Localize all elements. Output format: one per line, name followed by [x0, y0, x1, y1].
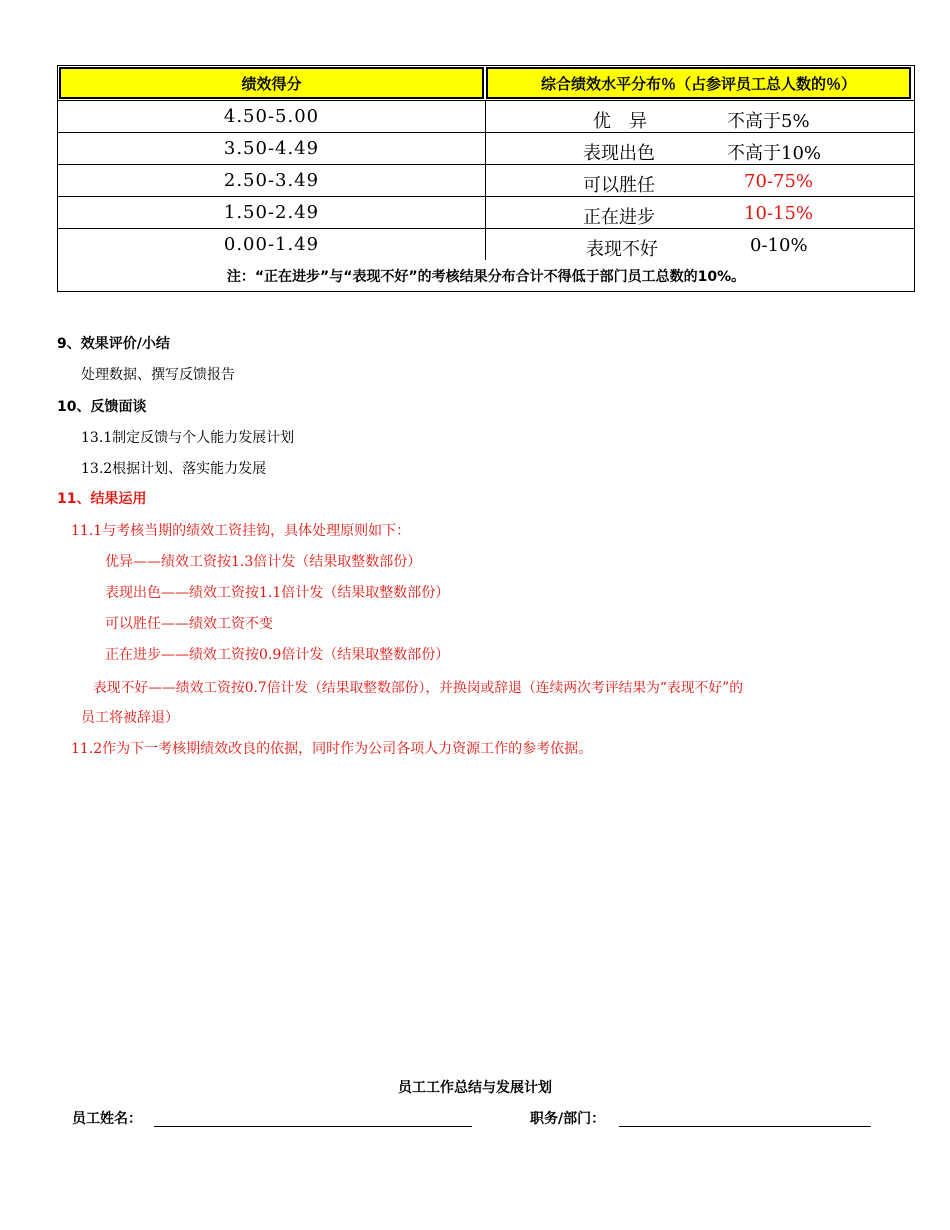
section-11-title: 11、结果运用	[57, 491, 147, 507]
header-distribution: 综合绩效水平分布％（占参评员工总人数的％）	[486, 67, 911, 99]
table-row	[58, 101, 914, 133]
distribution-percent: 10-15%	[744, 203, 813, 224]
section-11-rule-5: 表现不好——绩效工资按0.7倍计发（结果取整数部份），并换岗或辞退（连续两次考评结果为“表现不好”的	[93, 680, 744, 696]
score-range: 2.50-3.49	[58, 165, 486, 196]
table-note: 注：“正在进步”与“表现不好”的考核结果分布合计不得低于部门员工总数的10%。	[226, 268, 746, 285]
table-row	[58, 197, 914, 229]
section-11-rule-1: 优异——绩效工资按1.3倍计发（结果取整数部份）	[105, 554, 422, 570]
section-9-text: 处理数据、撰写反馈报告	[81, 367, 235, 383]
performance-level: 表现不好	[586, 239, 658, 260]
section-11-rule-2: 表现出色——绩效工资按1.1倍计发（结果取整数部份）	[105, 585, 450, 601]
section-11-rule-4: 正在进步——绩效工资按0.9倍计发（结果取整数部份）	[105, 647, 450, 663]
distribution-cell	[486, 229, 914, 260]
score-range: 1.50-2.49	[58, 197, 486, 228]
section-11-item-1: 11.1与考核当期的绩效工资挂钩，具体处理原则如下：	[71, 523, 411, 539]
header-score: 绩效得分	[59, 67, 484, 99]
section-10-item-1: 13.1制定反馈与个人能力发展计划	[81, 430, 295, 446]
section-11-rule-5-continued: 员工将被辞退）	[81, 710, 179, 726]
distribution-cell	[486, 101, 914, 132]
distribution-percent: 不高于5%	[727, 111, 810, 132]
performance-level: 正在进步	[583, 207, 655, 228]
distribution-percent: 70-75%	[744, 171, 813, 192]
distribution-cell	[486, 133, 914, 164]
table-row	[58, 229, 914, 260]
section-10-title: 10、反馈面谈	[57, 399, 147, 415]
performance-level: 表现出色	[583, 143, 655, 164]
table-header-row	[58, 66, 914, 101]
performance-level: 可以胜任	[583, 175, 655, 196]
position-department-label: 职务/部门：	[530, 1111, 606, 1127]
table-row	[58, 165, 914, 197]
score-range: 0.00-1.49	[58, 229, 486, 260]
position-department-field[interactable]	[619, 1126, 871, 1127]
distribution-cell	[486, 165, 914, 196]
section-10-item-2: 13.2根据计划、落实能力发展	[81, 461, 267, 477]
form-title: 员工工作总结与发展计划	[398, 1080, 552, 1096]
section-11-item-2: 11.2作为下一考核期绩效改良的依据，同时作为公司各项人力资源工作的参考依据。	[71, 741, 593, 757]
score-range: 3.50-4.49	[58, 133, 486, 164]
section-11-rule-3: 可以胜任——绩效工资不变	[105, 616, 273, 632]
employee-name-label: 员工姓名：	[72, 1111, 142, 1127]
section-9-title: 9、效果评价/小结	[57, 336, 170, 352]
employee-name-field[interactable]	[154, 1126, 472, 1127]
performance-distribution-table	[57, 65, 915, 292]
distribution-percent: 不高于10%	[727, 143, 822, 164]
table-row	[58, 133, 914, 165]
distribution-percent: 0-10%	[750, 235, 808, 256]
distribution-cell	[486, 197, 914, 228]
performance-level: 优 异	[593, 111, 647, 132]
table-note-row	[58, 260, 914, 291]
score-range: 4.50-5.00	[58, 101, 486, 132]
